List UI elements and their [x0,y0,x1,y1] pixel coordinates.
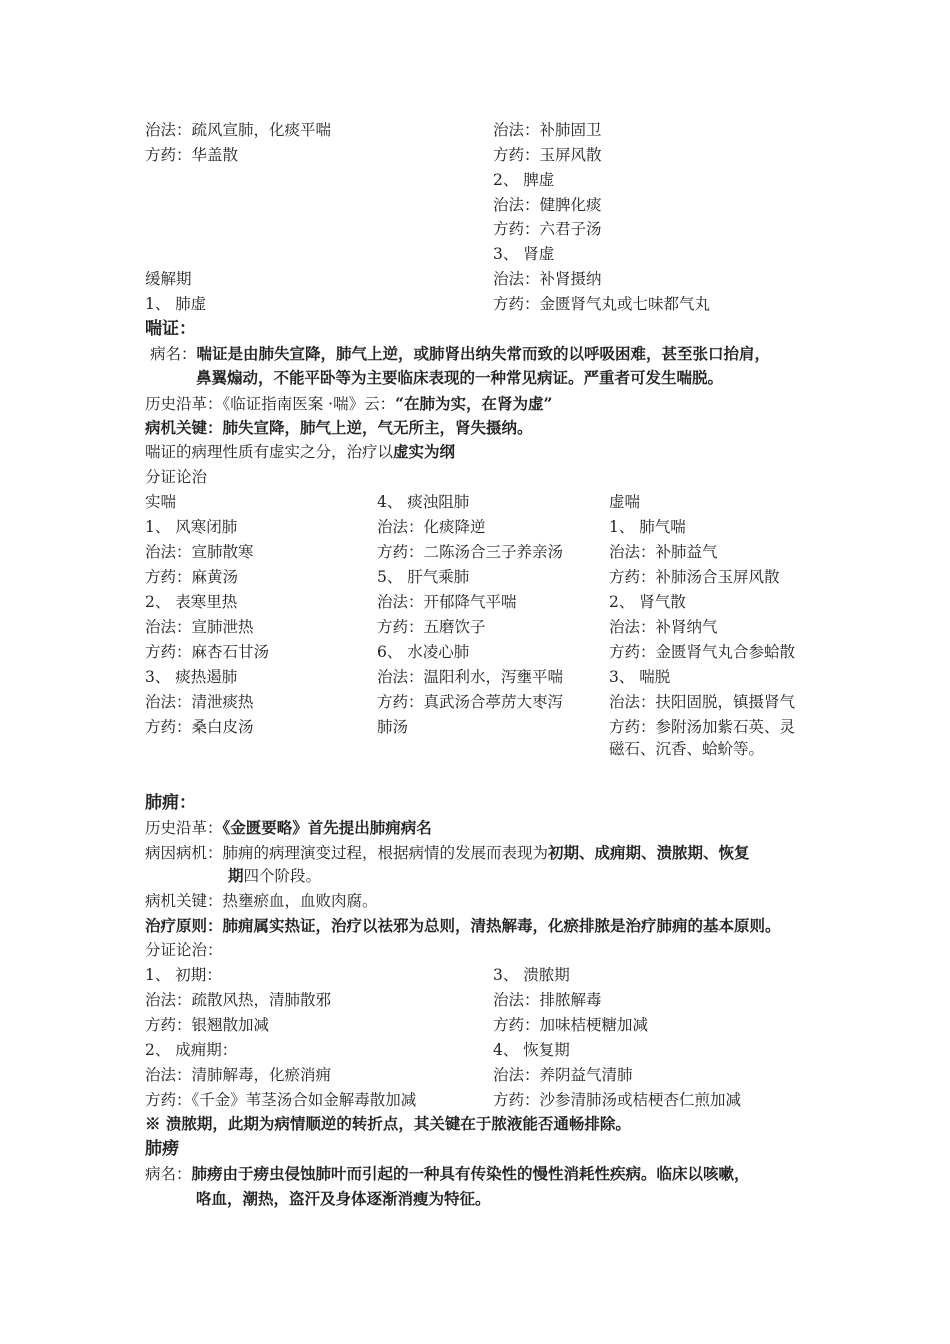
text-line: 3、 肾虚 [493,245,555,263]
text-line [150,344,770,364]
etiology-emphasis: 初期、成痈期、溃脓期、恢复 [548,843,750,862]
history-text: 《金匮要略》首先提出肺痈病名 [222,818,432,837]
text-line: 3、 溃脓期 [493,966,570,984]
text-line: 5、 肝气乘肺 [377,568,470,586]
text-line: 方药：参附汤加紫石英、灵 [609,718,796,736]
text-line: 方药：五磨饮子 [377,618,486,636]
text-line: 缓解期 [145,270,192,288]
text-line: 方药：玉屏风散 [493,146,602,164]
text-line: 2、 肾气散 [609,593,686,611]
text-line: 分证论治 [145,468,208,486]
text-line [228,866,321,886]
treatment-principle: 治疗原则：肺痈属实热证，治疗以祛邪为总则，清热解毒，化瘀排脓是治疗肺痈的基本原则。 [145,916,781,935]
history-label: 历史沿革： [145,819,223,837]
text-line: 方药：《千金》苇茎汤合如金解毒散加减 [145,1091,417,1109]
text-line: 1、 肺气喘 [609,518,686,536]
text-line: 治法：疏风宣肺，化痰平喘 [145,121,332,139]
section-title: 肺痨 [145,1139,179,1159]
text-line: 方药：麻黄汤 [145,568,239,586]
text-line: 治法：清肺解毒，化瘀消痈 [145,1066,332,1084]
text-line: 1、 风寒闭肺 [145,518,238,536]
text-line: 方药：金匮肾气丸或七味都气丸 [493,295,711,313]
key-mechanism: 病机关键：肺失宣降，肺气上逆，气无所主，肾失摄纳。 [145,418,533,437]
text-line: 方药：华盖散 [145,146,239,164]
text-line: 治法：宣肺泄热 [145,618,254,636]
text-line: 病机关键：热壅瘀血，血败肉腐。 [145,892,378,910]
section-title: 肺痈： [145,793,196,813]
text-line: 2、 成痈期： [145,1041,238,1059]
text-line: 治法：温阳利水，泻壅平喘 [377,668,564,686]
text-line: 治法：清泄痰热 [145,693,254,711]
text-line: 治法：扶阳固脱，镇摄肾气 [609,693,796,711]
text-line: 治法：疏散风热，清肺散邪 [145,991,332,1009]
text-line: 治法：开郁降气平喘 [377,593,517,611]
text-line: 4、 痰浊阻肺 [377,493,470,511]
note-line: ※ 溃脓期，此期为病情顺逆的转折点，其关键在于脓液能否通畅排除。 [145,1114,631,1133]
history-quote: “在肺为实，在肾为虚” [395,394,553,413]
nature-text: 喘证的病理性质有虚实之分，治疗以 [145,443,394,461]
text-line: 方药：加味桔梗糖加减 [493,1016,649,1034]
etiology-text: 肺痈的病理演变过程，根据病情的发展而表现为 [222,844,549,862]
section-title: 喘证： [145,319,196,339]
text-line: 肺汤 [377,718,409,736]
text-line: 分证论治： [145,941,223,959]
text-line [145,442,455,462]
text-line: 方药：银翘散加减 [145,1016,270,1034]
text-line: 方药：金匮肾气丸合参蛤散 [609,643,796,661]
field-label: 病名： [145,1165,192,1183]
text-line: 治法：排脓解毒 [493,991,602,1009]
text-line: 2、 脾虚 [493,171,555,189]
history-label: 历史沿革：《临证指南医案 ·喘》云： [145,395,396,413]
text-line: 方药：六君子汤 [493,220,602,238]
text-line: 4、 恢复期 [493,1041,570,1059]
text-line: 治法：养阴益气清肺 [493,1066,633,1084]
text-line: 治法：补肾摄纳 [493,270,602,288]
text-line: 治法：补肺益气 [609,543,718,561]
text-line: 方药：真武汤合葶苈大枣泻 [377,693,564,711]
definition-text: 肺痨由于痨虫侵蚀肺叶而引起的一种具有传染性的慢性消耗性疾病。临床以咳嗽， [191,1164,750,1183]
text-line: 6、 水凌心肺 [377,643,470,661]
text-line: 治法：补肺固卫 [493,121,602,139]
etiology-emphasis: 期 [228,866,244,885]
text-line: 方药：二陈汤合三子养亲汤 [377,543,564,561]
text-line: 2、 表寒里热 [145,593,238,611]
field-label: 病名： [150,345,197,363]
text-line: 1、 肺虚 [145,295,207,313]
text-line [145,818,432,838]
text-line: 磁石、沉香、蛤蚧等。 [609,740,765,758]
etiology-text: 四个阶段。 [243,867,322,885]
text-line [145,1164,750,1184]
text-line: 实喘 [145,493,177,511]
definition-text: 喘证是由肺失宣降，肺气上逆，或肺肾出纳失常而致的以呼吸困难，甚至张口抬肩， [196,344,771,363]
definition-text: 鼻翼煽动，不能平卧等为主要临床表现的一种常见病证。严重者可发生喘脱。 [196,368,724,387]
text-line: 虚喘 [609,493,641,511]
text-line: 方药：沙参清肺汤或桔梗杏仁煎加减 [493,1091,742,1109]
text-line: 治法：化痰降逆 [377,518,486,536]
text-line: 方药：桑白皮汤 [145,718,254,736]
text-line: 治法：宣肺散寒 [145,543,254,561]
text-line: 方药：麻杏石甘汤 [145,643,270,661]
field-label: 病因病机： [145,844,223,862]
text-line [145,843,750,863]
definition-text: 咯血，潮热，盗汗及身体逐渐消瘦为特征。 [196,1189,491,1208]
text-line: 3、 痰热遏肺 [145,668,238,686]
text-line: 1、 初期： [145,966,222,984]
text-line: 3、 喘脱 [609,668,671,686]
text-line: 方药：补肺汤合玉屏风散 [609,568,780,586]
text-line: 治法：健脾化痰 [493,196,602,214]
text-line: 治法：补肾纳气 [609,618,718,636]
text-line [145,394,552,414]
nature-emphasis: 虚实为纲 [393,442,456,461]
